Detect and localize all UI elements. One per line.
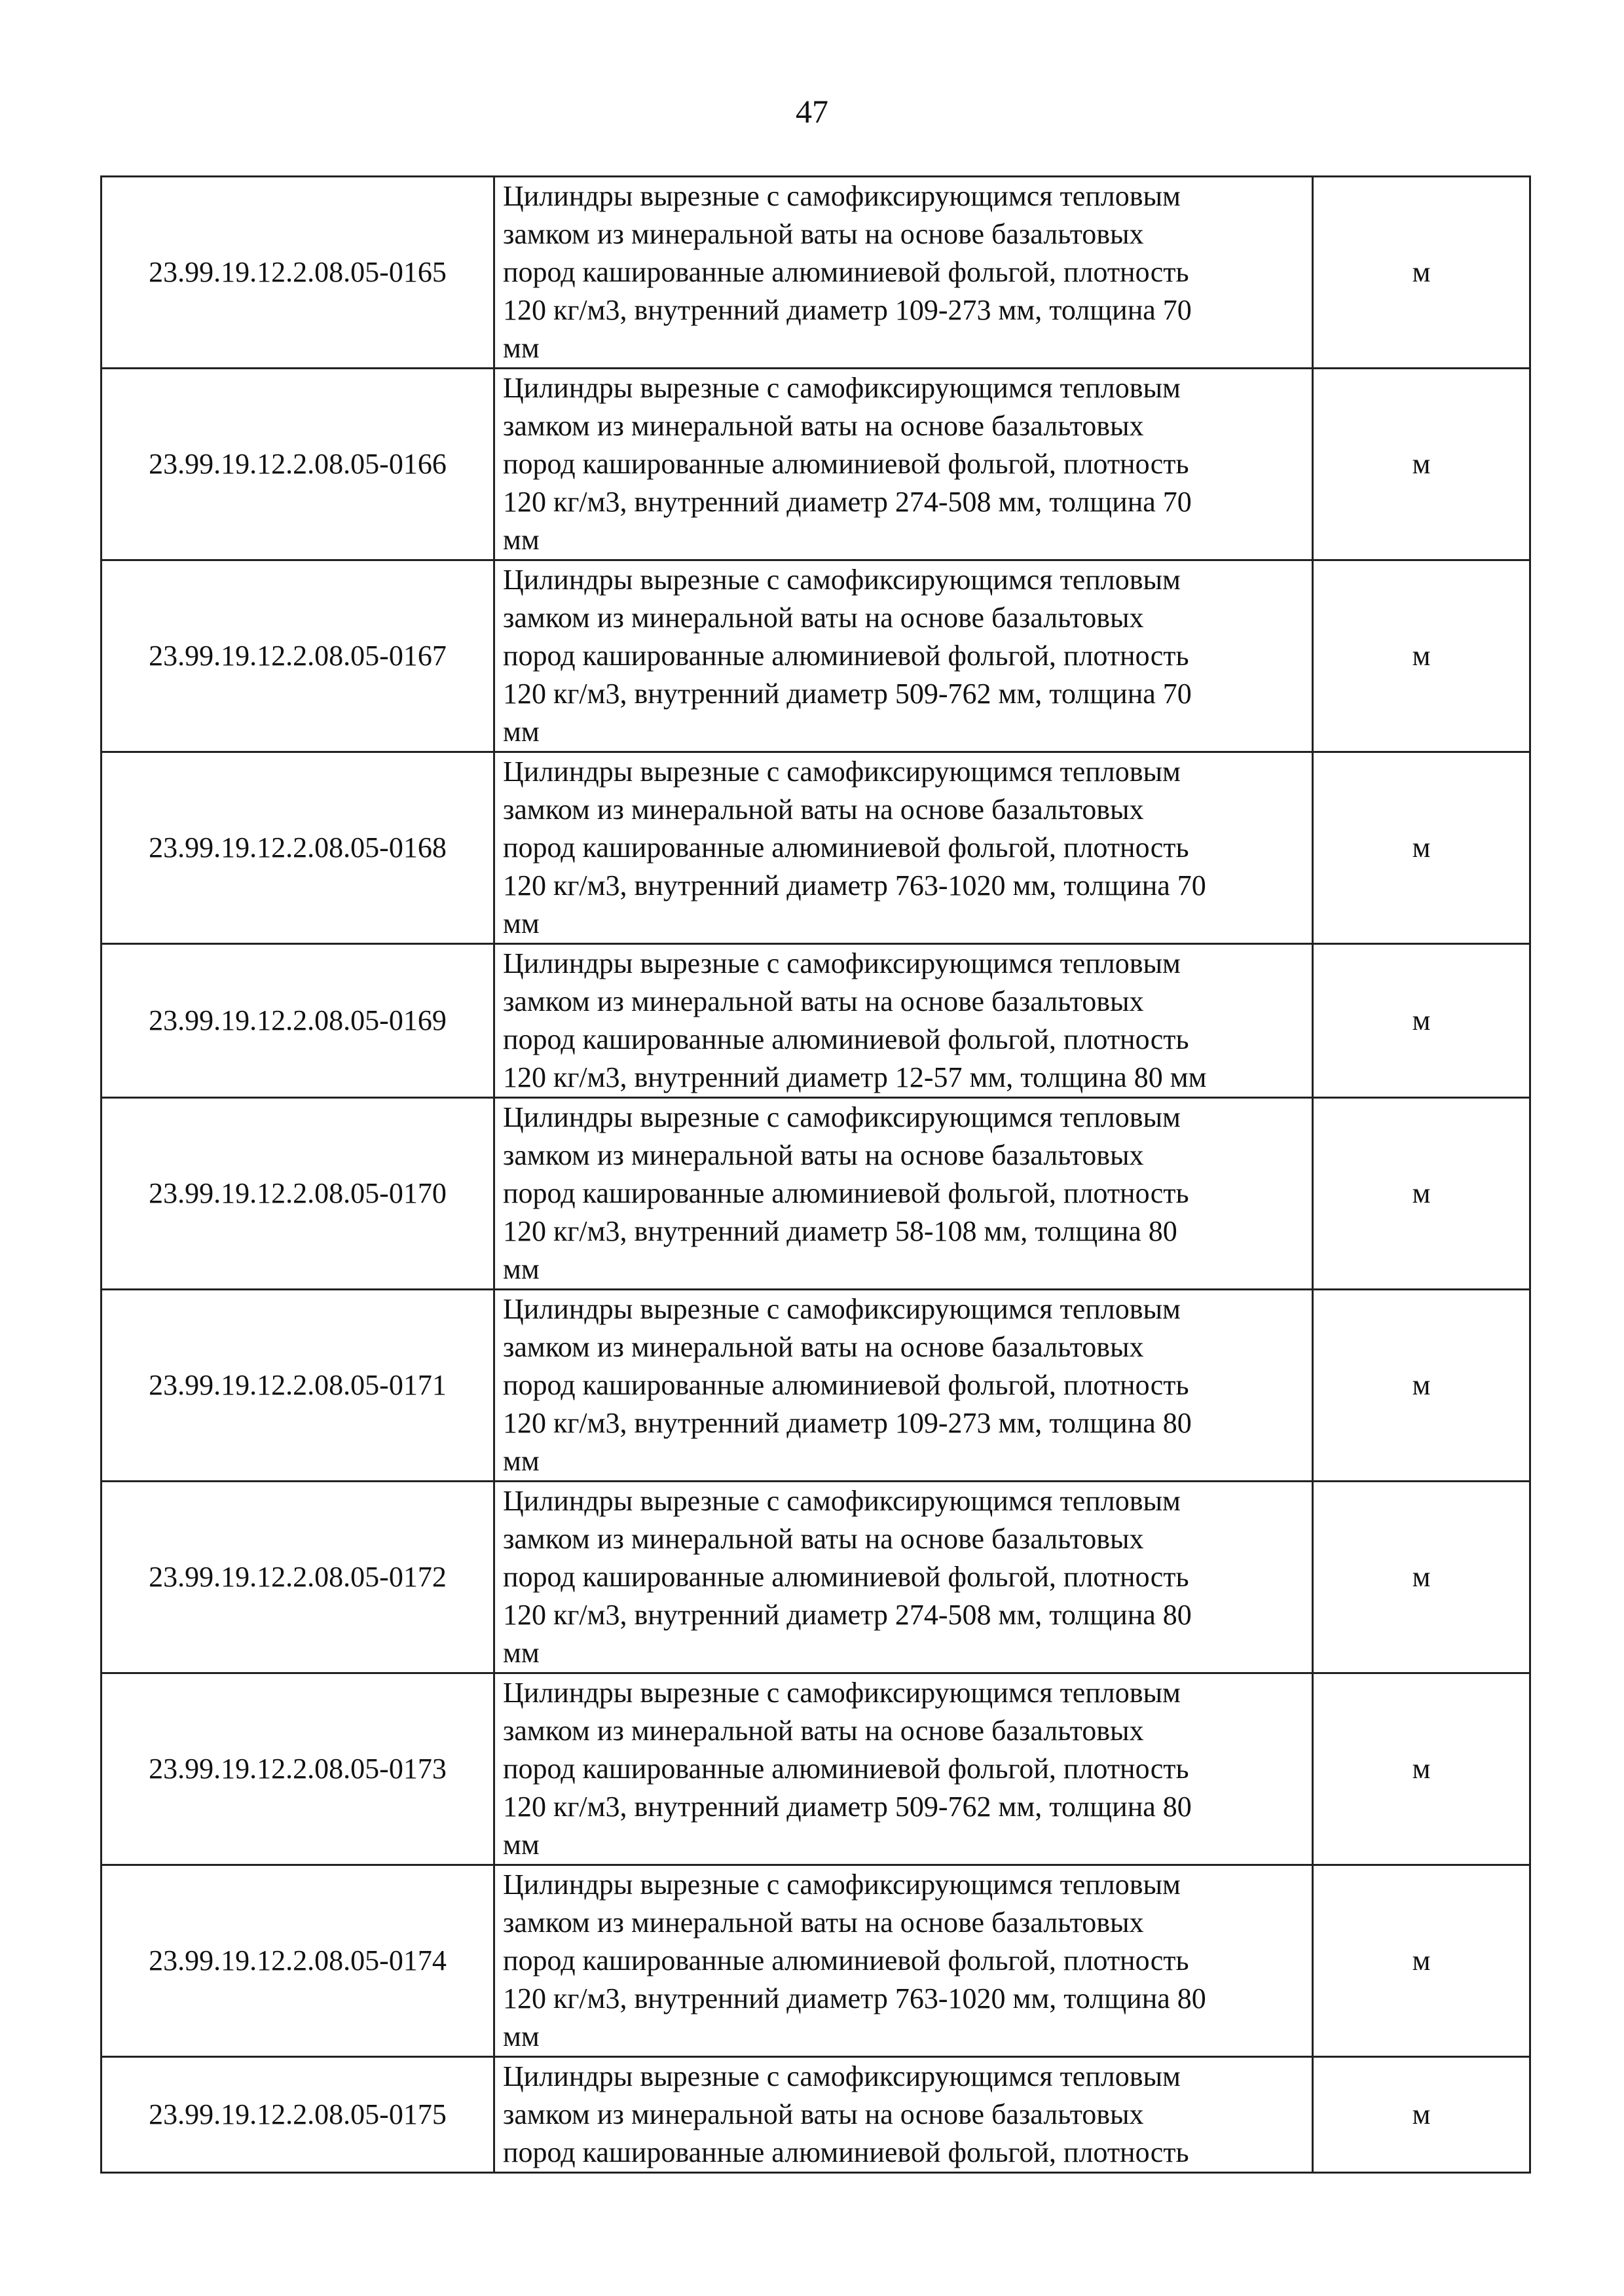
description-line: пород кашированные алюминиевой фольгой, плотность [503, 448, 1189, 480]
table-row [101, 369, 1530, 560]
unit-of-measure: м [1313, 1673, 1530, 1865]
unit-of-measure: м [1313, 560, 1530, 752]
description-line: замком из минеральной ваты на основе базальтовых [503, 1331, 1144, 1363]
table-row [101, 1673, 1530, 1865]
description-line: пород кашированные алюминиевой фольгой, плотность [503, 1177, 1189, 1209]
resource-description [494, 369, 1313, 560]
resource-description [494, 1673, 1313, 1865]
table-row [101, 1482, 1530, 1673]
description-line: замком из минеральной ваты на основе базальтовых [503, 1715, 1144, 1747]
resource-code: 23.99.19.12.2.08.05-0165 [101, 177, 494, 369]
description-line: замком из минеральной ваты на основе базальтовых [503, 1906, 1144, 1939]
description-line: мм [503, 907, 540, 939]
description-line: замком из минеральной ваты на основе базальтовых [503, 985, 1144, 1017]
description-line: мм [503, 1637, 540, 1669]
unit-of-measure: м [1313, 1865, 1530, 2057]
description-line: пород кашированные алюминиевой фольгой, плотность [503, 256, 1189, 288]
description-line: замком из минеральной ваты на основе базальтовых [503, 1523, 1144, 1555]
resource-description [494, 1098, 1313, 1290]
resource-code: 23.99.19.12.2.08.05-0175 [101, 2057, 494, 2173]
resource-code: 23.99.19.12.2.08.05-0167 [101, 560, 494, 752]
page-number: 47 [796, 93, 828, 130]
resource-code: 23.99.19.12.2.08.05-0173 [101, 1673, 494, 1865]
description-line: мм [503, 716, 540, 748]
table-row [101, 2057, 1530, 2173]
description-line: Цилиндры вырезные с самофиксирующимся тепловым [503, 1868, 1181, 1901]
table-row [101, 1865, 1530, 2057]
description-line: замком из минеральной ваты на основе базальтовых [503, 410, 1144, 442]
table-row [101, 752, 1530, 944]
resource-description [494, 1865, 1313, 2057]
unit-of-measure: м [1313, 369, 1530, 560]
description-line: Цилиндры вырезные с самофиксирующимся тепловым [503, 756, 1181, 788]
resource-code: 23.99.19.12.2.08.05-0169 [101, 944, 494, 1098]
description-line: мм [503, 1253, 540, 1285]
description-line: Цилиндры вырезные с самофиксирующимся тепловым [503, 1485, 1181, 1517]
description-line: 120 кг/м3, внутренний диаметр 509-762 мм, толщина 80 [503, 1791, 1192, 1823]
resource-code: 23.99.19.12.2.08.05-0170 [101, 1098, 494, 1290]
table-row [101, 1290, 1530, 1482]
description-line: пород кашированные алюминиевой фольгой, плотность [503, 1561, 1189, 1593]
description-line: мм [503, 332, 540, 364]
table-body [101, 177, 1530, 2173]
unit-of-measure: м [1313, 944, 1530, 1098]
resource-description [494, 560, 1313, 752]
description-line: замком из минеральной ваты на основе базальтовых [503, 1139, 1144, 1171]
table-row [101, 177, 1530, 369]
resource-code: 23.99.19.12.2.08.05-0166 [101, 369, 494, 560]
description-line: 120 кг/м3, внутренний диаметр 109-273 мм, толщина 70 [503, 294, 1192, 326]
unit-of-measure: м [1313, 1098, 1530, 1290]
resource-code: 23.99.19.12.2.08.05-0174 [101, 1865, 494, 2057]
description-line: замком из минеральной ваты на основе базальтовых [503, 793, 1144, 826]
resource-code: 23.99.19.12.2.08.05-0168 [101, 752, 494, 944]
unit-of-measure: м [1313, 2057, 1530, 2173]
description-line: Цилиндры вырезные с самофиксирующимся тепловым [503, 947, 1181, 979]
description-line: Цилиндры вырезные с самофиксирующимся тепловым [503, 372, 1181, 404]
description-line: Цилиндры вырезные с самофиксирующимся тепловым [503, 1293, 1181, 1325]
description-line: пород кашированные алюминиевой фольгой, плотность [503, 831, 1189, 864]
description-line: 120 кг/м3, внутренний диаметр 509-762 мм, толщина 70 [503, 678, 1192, 710]
description-line: мм [503, 2020, 540, 2052]
resource-code: 23.99.19.12.2.08.05-0171 [101, 1290, 494, 1482]
description-line: Цилиндры вырезные с самофиксирующимся тепловым [503, 1677, 1181, 1709]
description-line: замком из минеральной ваты на основе базальтовых [503, 2098, 1144, 2130]
resource-description [494, 177, 1313, 369]
table-row [101, 1098, 1530, 1290]
resource-description [494, 752, 1313, 944]
description-line: 120 кг/м3, внутренний диаметр 763-1020 мм, толщина 70 [503, 869, 1206, 902]
unit-of-measure: м [1313, 177, 1530, 369]
resource-description [494, 944, 1313, 1098]
description-line: Цилиндры вырезные с самофиксирующимся тепловым [503, 2060, 1181, 2092]
description-line: 120 кг/м3, внутренний диаметр 12-57 мм, толщина 80 мм [503, 1061, 1207, 1093]
description-line: пород кашированные алюминиевой фольгой, плотность [503, 1944, 1189, 1977]
description-line: пород кашированные алюминиевой фольгой, плотность [503, 1369, 1189, 1401]
description-line: 120 кг/м3, внутренний диаметр 58-108 мм, толщина 80 [503, 1215, 1177, 1247]
description-line: Цилиндры вырезные с самофиксирующимся тепловым [503, 180, 1181, 212]
unit-of-measure: м [1313, 1290, 1530, 1482]
description-line: 120 кг/м3, внутренний диаметр 763-1020 мм, толщина 80 [503, 1982, 1206, 2014]
description-line: мм [503, 1829, 540, 1861]
unit-of-measure: м [1313, 1482, 1530, 1673]
description-line: замком из минеральной ваты на основе базальтовых [503, 218, 1144, 250]
description-line: Цилиндры вырезные с самофиксирующимся тепловым [503, 1101, 1181, 1133]
resource-code: 23.99.19.12.2.08.05-0172 [101, 1482, 494, 1673]
resource-description [494, 2057, 1313, 2173]
description-line: мм [503, 524, 540, 556]
unit-of-measure: м [1313, 752, 1530, 944]
description-line: замком из минеральной ваты на основе базальтовых [503, 602, 1144, 634]
resource-description [494, 1482, 1313, 1673]
description-line: пород кашированные алюминиевой фольгой, плотность [503, 2136, 1189, 2168]
resource-table [100, 175, 1531, 2174]
description-line: мм [503, 1445, 540, 1477]
resource-description [494, 1290, 1313, 1482]
description-line: пород кашированные алюминиевой фольгой, плотность [503, 640, 1189, 672]
description-line: 120 кг/м3, внутренний диаметр 274-508 мм, толщина 70 [503, 486, 1192, 518]
description-line: 120 кг/м3, внутренний диаметр 274-508 мм, толщина 80 [503, 1599, 1192, 1631]
description-line: пород кашированные алюминиевой фольгой, плотность [503, 1023, 1189, 1055]
description-line: Цилиндры вырезные с самофиксирующимся тепловым [503, 564, 1181, 596]
description-line: 120 кг/м3, внутренний диаметр 109-273 мм, толщина 80 [503, 1407, 1192, 1439]
table-row [101, 560, 1530, 752]
table-row [101, 944, 1530, 1098]
description-line: пород кашированные алюминиевой фольгой, плотность [503, 1753, 1189, 1785]
